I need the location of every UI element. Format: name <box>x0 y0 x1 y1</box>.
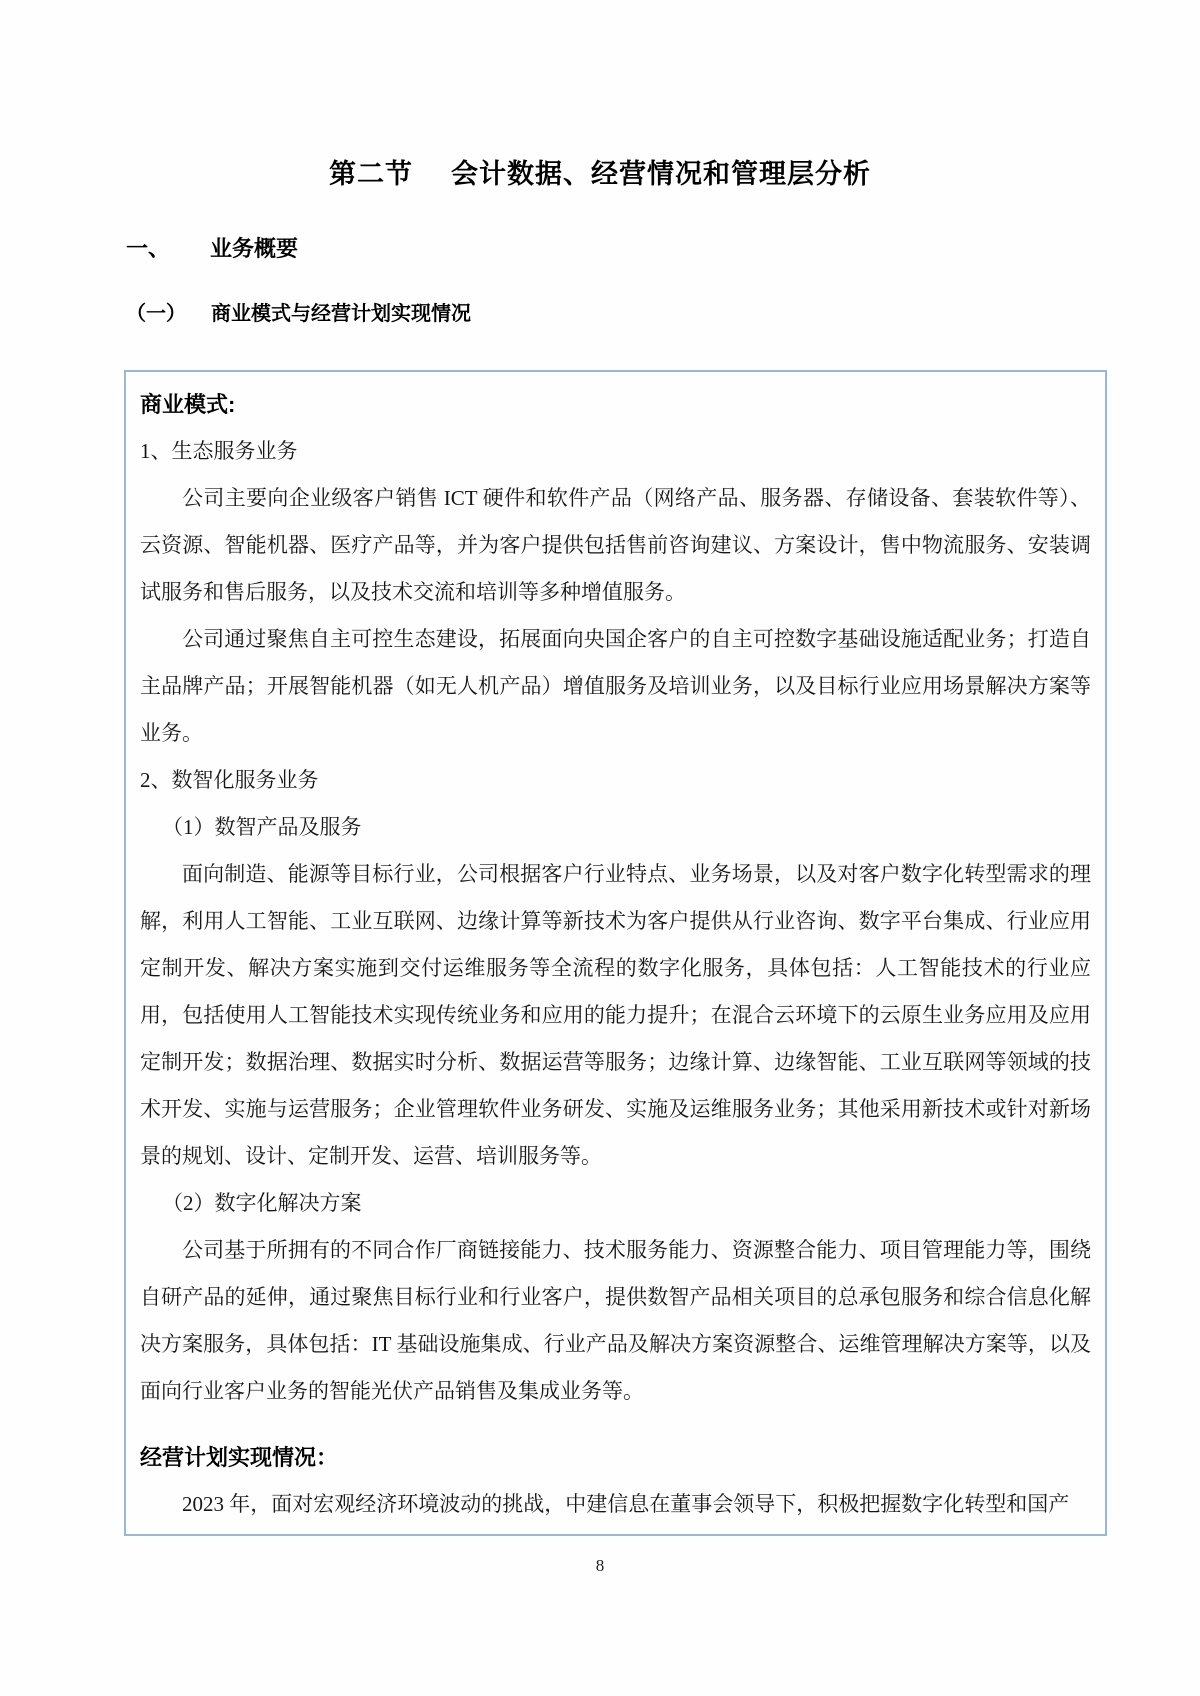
page-footer <box>0 1556 1200 1686</box>
section-heading-2-label: 商业模式与经营计划实现情况 <box>211 303 471 325</box>
section-heading-2-marker: （一） <box>126 303 186 325</box>
list-item-digital-service: 2、数智化服务业务 <box>140 768 319 792</box>
sub-item-digital-products: （1）数智产品及服务 <box>162 815 362 839</box>
operating-plan-heading: 经营计划实现情况： <box>140 1445 339 1470</box>
section-heading-1-marker: 一、 <box>126 236 171 261</box>
list-item-eco-service: 1、生态服务业务 <box>140 439 298 463</box>
sub-item-digital-solutions: （2）数字化解决方案 <box>162 1191 362 1215</box>
content-box <box>124 370 1107 1536</box>
section-heading-1-label: 业务概要 <box>210 236 299 261</box>
section-heading-1 <box>126 234 1200 264</box>
paragraph-eco-service-2: 公司通过聚焦自主可控生态建设，拓展面向央国企客户的自主可控数字基础设施适配业务；打造自主品牌产品；开展智能机器（如无人机产品）增值服务及培训业务，以及目标行业应用场景解决方案等业务。 <box>140 627 1091 745</box>
business-model-heading: 商业模式: <box>140 392 236 417</box>
page-title <box>0 156 1200 192</box>
paragraph-digital-solutions: 公司基于所拥有的不同合作厂商链接能力、技术服务能力、资源整合能力、项目管理能力等，围绕自研产品的延伸，通过聚焦目标行业和行业客户，提供数智产品相关项目的总承包服务和综合信息化解决方案服务，具体包括：IT 基础设施集成、行业产品及解决方案资源整合、运维管理解决方案等，以及面向行业客户业务的智能光伏产品销售及集成业务等。 <box>140 1238 1091 1403</box>
paragraph-eco-service-1: 公司主要向企业级客户销售 ICT 硬件和软件产品（网络产品、服务器、存储设备、套装软件等）、云资源、智能机器、医疗产品等，并为客户提供包括售前咨询建议、方案设计，售中物流服务、安装调试服务和售后服务，以及技术交流和培训等多种增值服务。 <box>140 486 1091 604</box>
page-title-text: 会计数据、经营情况和管理层分析 <box>451 159 871 189</box>
section-heading-2 <box>126 300 1200 328</box>
paragraph-digital-products: 面向制造、能源等目标行业，公司根据客户行业特点、业务场景，以及对客户数字化转型需求的理解，利用人工智能、工业互联网、边缘计算等新技术为客户提供从行业咨询、数字平台集成、行业应用定制开发、解决方案实施到交付运维服务等全流程的数字化服务，具体包括：人工智能技术的行业应用，包括使用人工智能技术实现传统业务和应用的能力提升；在混合云环境下的云原生业务应用及应用定制开发；数据治理、数据实时分析、数据运营等服务；边缘计算、边缘智能、工业互联网等领域的技术开发、实施与运营服务；企业管理软件业务研发、实施及运维服务业务；其他采用新技术或针对新场景的规划、设计、定制开发、运营、培训服务等。 <box>140 862 1091 1168</box>
page-number: 8 <box>595 1556 605 1575</box>
paragraph-operating-plan: 2023 年，面对宏观经济环境波动的挑战，中建信息在董事会领导下，积极把握数字化转型和国产 <box>182 1492 1070 1516</box>
page-title-section: 第二节 <box>329 159 413 189</box>
